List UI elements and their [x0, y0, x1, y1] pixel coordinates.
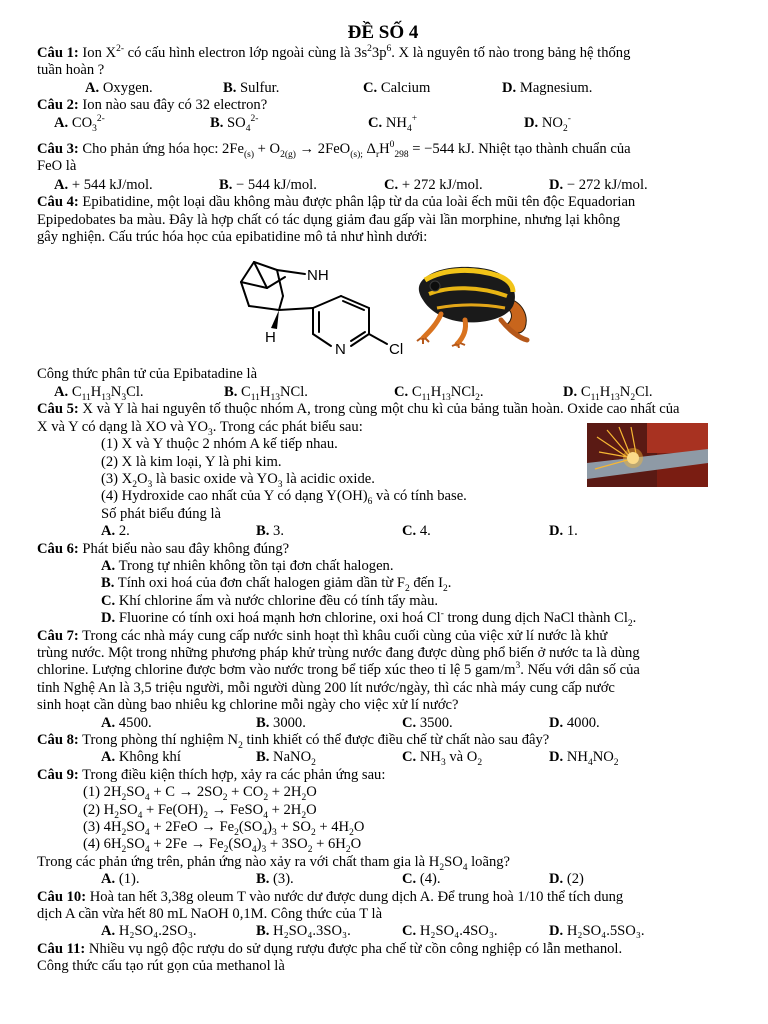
mol-nh-label: NH — [307, 267, 329, 285]
q5-statement-2: (2) X là kim loại, Y là phi kim. — [101, 453, 282, 470]
q5-statement-1: (1) X và Y thuộc 2 nhóm A kế tiếp nhau. — [101, 436, 338, 453]
q1-option-a[interactable]: A. Oxygen. — [85, 79, 153, 96]
q4-option-d[interactable]: D. $C_{11}H_{13}N_2Cl$. — [563, 383, 653, 403]
q9-option-a[interactable]: A. (1). — [101, 871, 140, 888]
question-11: Câu 11: Nhiều vụ ngộ độc rượu do sử dụng rượu được pha chế từ cồn công nghiệp có lẫn methanol. — [37, 940, 623, 957]
q5-statement-3: (3) $X_2O_3$ là basic oxide và $YO_3$ là acidic oxide. — [101, 470, 375, 490]
q10-option-a[interactable]: A. H₂SO₄.2SO₃. — [101, 923, 197, 940]
q7-options — [37, 715, 729, 732]
q1-label: Câu 1: — [37, 45, 79, 61]
page-title: ĐỀ SỐ 4 — [347, 22, 419, 43]
question-7-line2: trùng nước. Một trong những phương pháp khử trùng nước đang được dùng phổ biến ở nước ta là dùng — [37, 644, 640, 661]
question-9-ask: Trong các phản ứng trên, phản ứng nào xảy ra với chất tham gia là $H_2SO_4$ loãng? — [37, 853, 511, 873]
q6-option-d[interactable]: D. Fluorine có tính oxi hoá mạnh hơn chlorine, oxi hoá Cl- trong dung dịch NaCl thành $Cl_2$. — [101, 609, 637, 630]
q10-option-d[interactable]: D. H₂SO₄.5SO₃. — [549, 923, 645, 940]
q3-option-d[interactable]: D. − 272 kJ/mol. — [549, 176, 648, 193]
q2-option-a[interactable]: A. $CO_3^{2-}$ — [54, 113, 105, 134]
q9-reaction-4: (4) $6H_2SO_4 + 2Fe \to Fe_2(SO_4)_3 + 3SO_2 + 6H_2O$ — [83, 836, 362, 856]
q10-option-c[interactable]: C. H₂SO₄.4SO₃. — [402, 923, 498, 940]
q5-option-c[interactable]: C. 4. — [402, 523, 431, 540]
question-6: Câu 6: Phát biểu nào sau đây không đúng? — [37, 540, 290, 557]
q8-option-c[interactable]: C. $NH_3$ và $O_2$ — [402, 749, 483, 769]
q9-options — [37, 871, 729, 888]
q5-option-d[interactable]: D. 1. — [549, 523, 578, 540]
q8-option-b[interactable]: B. NaNO$_2$ — [256, 749, 316, 769]
question-3: Câu 3: Cho phản ứng hóa học: $2Fe_{(s)} + O_{2(g)} \to 2FeO_{(s);}$ $\Delta_rH^0_{298} = -544$ kJ. Nhiệt tạo thành chuẩn của — [37, 140, 631, 160]
q6-option-c[interactable]: C. Khí chlorine ẩm và nước chlorine đều có tính tẩy màu. — [101, 592, 439, 609]
q9-option-c[interactable]: C. (4). — [402, 871, 441, 888]
question-1: Câu 1: Ion $X^{2-}$ có cấu hình electron lớp ngoài cùng là $3s^23p^6$. X là nguyên tố nào trong bảng hệ thống — [37, 44, 631, 61]
q4-option-a[interactable]: A. $C_{11}H_{13}N_3Cl$. — [54, 383, 144, 403]
q7-option-c[interactable]: C. 3500. — [402, 714, 453, 731]
q9-reaction-2: (2) $H_2SO_4 + Fe(OH)_2$ → FeSO$_4$ + $2H_2O$ — [83, 801, 317, 821]
poison-dart-frog-image — [415, 264, 533, 348]
question-4-line3: gây nghiện. Cấu trúc hóa học của epibatidine mô tả như hình dưới: — [37, 229, 428, 246]
q3-option-b[interactable]: B. − 544 kJ/mol. — [219, 176, 317, 193]
q7-option-a[interactable]: A. 4500. — [101, 714, 152, 731]
q4-figures — [37, 246, 729, 366]
q10-option-b[interactable]: B. H₂SO₄.3SO₃. — [256, 923, 351, 940]
q1-option-d[interactable]: D. Magnesium. — [502, 79, 593, 96]
q9-reaction-3: (3) $4H_2SO_4 + 2FeO \to Fe_2(SO_4)_3 + SO_2 + 4H_2O$ — [83, 819, 365, 838]
q5-option-b[interactable]: B. 3. — [256, 523, 284, 540]
mol-n-label: N — [335, 341, 346, 359]
q8-option-a[interactable]: A. Không khí — [101, 749, 181, 766]
q1-options — [37, 80, 729, 97]
q7-option-d[interactable]: D. 4000. — [549, 714, 600, 731]
mol-cl-label: Cl — [389, 341, 403, 359]
question-7: Câu 7: Trong các nhà máy cung cấp nước sinh hoạt thì khâu cuối cùng của việc xử lí nước là khử — [37, 627, 608, 644]
question-8: Câu 8: Trong phòng thí nghiệm $N_2$ tinh khiết có thể được điều chế từ chất nào sau đây? — [37, 732, 550, 751]
question-10-line2: dịch A cần vừa hết 80 mL NaOH 0,1M. Công thức của T là — [37, 906, 383, 923]
q2-option-b[interactable]: B. $SO_4^{2-}$ — [210, 113, 259, 134]
q7-option-b[interactable]: B. 3000. — [256, 714, 306, 731]
q8-option-d[interactable]: D. $NH_4NO_2$ — [549, 749, 619, 769]
question-4: Câu 4: Epibatidine, một loại dầu không màu được phân lập từ da của loài ếch mũi tên độc Equadorian — [37, 194, 636, 211]
q4-option-c[interactable]: C. $C_{11}H_{13}NCl_2$. — [394, 383, 484, 403]
q5-ask: Số phát biểu đúng là — [101, 505, 221, 522]
exam-page — [37, 22, 729, 976]
q4-options — [37, 384, 729, 401]
mol-h-label: H — [265, 329, 276, 347]
q5-body — [37, 419, 729, 523]
question-7-line4: tỉnh Nghệ An là 3,5 triệu người, mỗi người dùng 200 lít nước/ngày, thì các nhà máy cung cấp nước — [37, 679, 615, 696]
q5-options — [37, 523, 729, 540]
q6-option-a[interactable]: A. Trong tự nhiên không tồn tại đơn chất halogen. — [101, 557, 394, 574]
epibatidine-structure-diagram — [223, 246, 403, 366]
q8-options — [37, 749, 729, 769]
q1-option-c[interactable]: C. Calcium — [363, 79, 431, 96]
question-5: Câu 5: X và Y là hai nguyên tố thuộc nhóm A, trong cùng một chu kì của bảng tuần hoàn. Oxide cao nhất của — [37, 401, 680, 418]
q10-options — [37, 923, 729, 940]
q4-option-b[interactable]: B. $C_{11}H_{13}NCl$. — [224, 383, 308, 403]
q5-option-a[interactable]: A. 2. — [101, 523, 130, 540]
question-2: Câu 2: Ion nào sau đây có 32 electron? — [37, 97, 268, 114]
q2-option-c[interactable]: C. $NH_4^+$ — [368, 113, 418, 134]
q3-options — [37, 177, 729, 194]
q9-reaction-1: (1) $2H_2SO_4 + C \to 2SO_2 + CO_2 + 2H_2O$ — [83, 784, 317, 804]
q9-option-b[interactable]: B. (3). — [256, 871, 294, 888]
question-4-ask: Công thức phân tử của Epibatadine là — [37, 366, 258, 383]
question-9: Câu 9: Trong điều kiện thích hợp, xảy ra các phản ứng sau: — [37, 766, 386, 783]
q9-option-d[interactable]: D. (2) — [549, 871, 584, 888]
question-7-line5: sinh hoạt cần dùng bao nhiêu kg chlorine mỗi ngày cho việc xử lí nước? — [37, 697, 459, 714]
question-1-line2: tuần hoàn ? — [37, 62, 105, 79]
question-3-line2: FeO là — [37, 158, 77, 175]
question-4-line2: Epipedobates ba màu. Đây là hợp chất có tác dụng giảm đau gấp vài lần morphine, nhưng lại không — [37, 211, 621, 228]
q2-option-d[interactable]: D. $NO_2^-$ — [524, 113, 571, 134]
q3-option-a[interactable]: A. + 544 kJ/mol. — [54, 176, 153, 193]
q2-options — [37, 115, 729, 132]
question-7-line3: chlorine. Lượng chlorine được bơm vào nước trong bể tiếp xúc theo tỉ lệ 5 gam/$m^3$. Nếu với dân số của — [37, 661, 640, 679]
welding-sparks-image — [587, 423, 708, 487]
q6-option-b[interactable]: B. Tính oxi hoá của đơn chất halogen giảm dần từ $F_2$ đến $I_2$. — [101, 575, 452, 595]
question-10: Câu 10: Hoà tan hết 3,38g oleum T vào nước dư được dung dịch A. Để trung hoà 1/10 thể tích dung — [37, 888, 624, 905]
q5-statement-4: (4) Hydroxide cao nhất của Y có dạng $Y(OH)_6$ và có tính base. — [101, 488, 467, 508]
question-5-line2: X và Y có dạng là XO và $YO_3$. Trong các phát biểu sau: — [37, 418, 363, 438]
question-11-line2: Công thức cấu tạo rút gọn của methanol là — [37, 958, 285, 975]
q1-option-b[interactable]: B. Sulfur. — [223, 79, 280, 96]
q3-option-c[interactable]: C. + 272 kJ/mol. — [384, 176, 483, 193]
